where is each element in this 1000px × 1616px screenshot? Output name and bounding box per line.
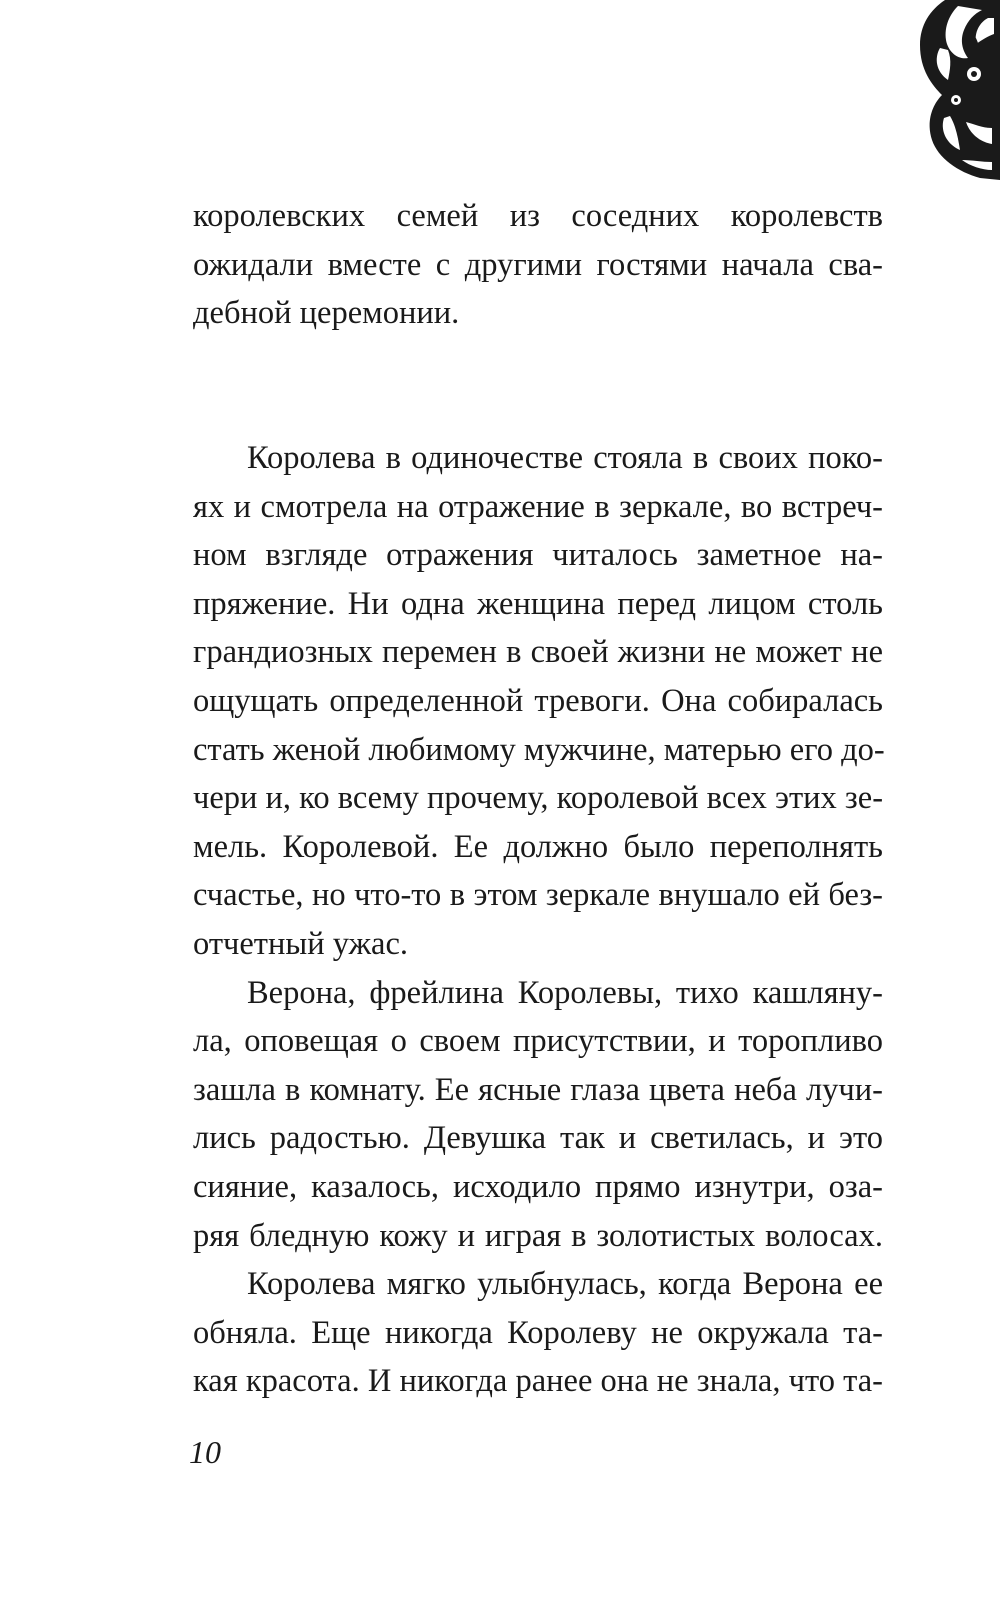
floral-corner-ornament-icon [870,0,1000,180]
main-text [193,434,883,1406]
text-line: стать женой любимому мужчине, матерью его до- [193,731,885,768]
text-line: Королева мягко улыбнулась, когда Верона ее [247,1266,883,1303]
text-line: ном взгляде отражения читалось заметное на- [193,537,883,574]
text-line: счастье, но что-то в этом зеркале внушало ей без- [193,877,883,914]
text-line: дебной церемонии. [193,295,460,332]
text-line: королевских семей из соседних королевств [193,198,883,234]
text-line: отчетный ужас. [193,925,408,962]
paragraph [193,1260,883,1406]
text-line: ожидали вместе с другими гостями начала сва- [193,246,883,283]
page-number: 10 [189,1434,221,1470]
text-line: ряя бледную кожу и играя в золотистых волосах. [193,1217,883,1254]
paragraph [193,969,883,1261]
text-line: ях и смотрела на отражение в зеркале, во встреч- [193,488,883,525]
text-line: ла, оповещая о своем присутствии, и торопливо [193,1023,883,1060]
paragraph [193,434,883,969]
text-line: ощущать определенной тревоги. Она собиралась [193,682,883,719]
text-line: пряжение. Ни одна женщина перед лицом столь [193,585,883,622]
text-line: мель. Королевой. Ее должно было переполнять [193,828,883,865]
text-line: чери и, ко всему прочему, королевой всех этих зе- [193,780,884,817]
text-line: Королева в одиночестве стояла в своих поко- [247,440,883,476]
text-line: лись радостью. Девушка так и светилась, и это [193,1120,883,1157]
text-line: сияние, казалось, исходило прямо изнутри, оза- [193,1168,883,1205]
paragraph-continuation [193,192,883,338]
text-line: Верона, фрейлина Королевы, тихо кашляну- [247,974,883,1011]
text-line: грандиозных перемен в своей жизни не может не [193,634,883,671]
text-line: зашла в комнату. Ее ясные глаза цвета неба лучи- [193,1071,883,1108]
text-line: кая красота. И никогда ранее она не знала, что та- [193,1363,883,1400]
text-line: обняла. Еще никогда Королеву не окружала та- [193,1314,883,1351]
